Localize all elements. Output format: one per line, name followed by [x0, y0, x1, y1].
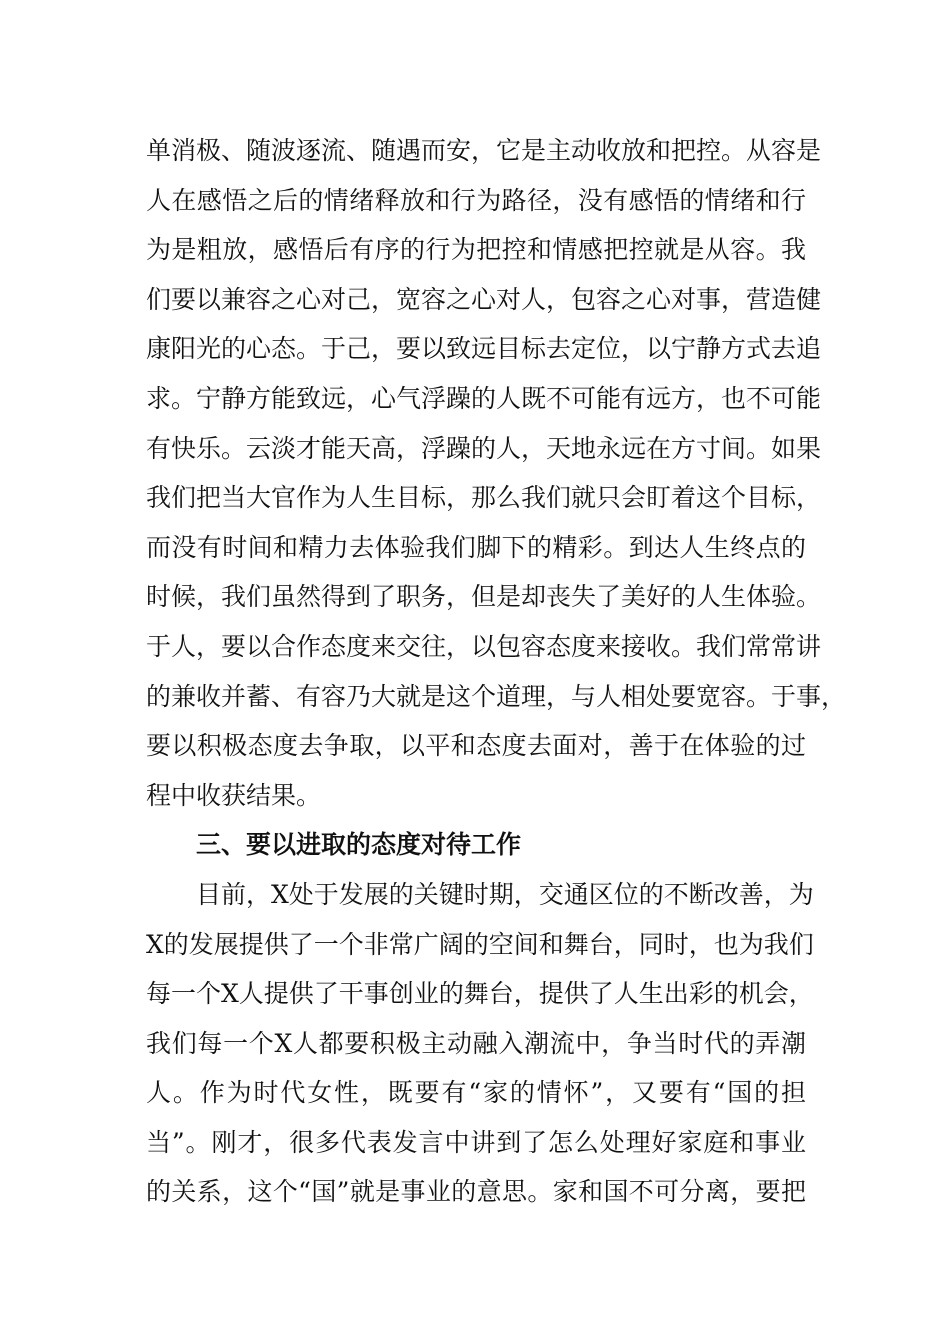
paragraph-2	[146, 870, 814, 1217]
paragraph-line: 当”。刚才，很多代表发言中讲到了怎么处理好家庭和事业	[146, 1127, 806, 1157]
paragraph-line: X的发展提供了一个非常广阔的空间和舞台，同时，也为我们	[146, 929, 814, 959]
section-heading: 三、要以进取的态度对待工作	[196, 830, 522, 860]
paragraph-1	[146, 126, 847, 820]
paragraph-line: 我们每一个X人都要积极主动融入潮流中，争当时代的弄潮	[146, 1028, 806, 1058]
paragraph-line: 的关系，这个“国”就是事业的意思。家和国不可分离，要把	[146, 1177, 806, 1207]
paragraph-line: 求。宁静方能致远，心气浮躁的人既不可能有远方，也不可能	[146, 383, 822, 413]
paragraph-line: 的兼收并蓄、有容乃大就是这个道理，与人相处要宽容。于事，	[146, 681, 847, 711]
paragraph-line: 目前，X处于发展的关键时期，交通区位的不断改善，为	[196, 879, 814, 909]
paragraph-line: 康阳光的心态。于己，要以致远目标去定位，以宁静方式去追	[146, 334, 822, 364]
paragraph-line: 们要以兼容之心对己，宽容之心对人，包容之心对事，营造健	[146, 284, 822, 314]
paragraph-line: 单消极、随波逐流、随遇而安，它是主动收放和把控。从容是	[146, 136, 822, 165]
paragraph-line: 时候，我们虽然得到了职务，但是却丧失了美好的人生体验。	[146, 582, 822, 612]
paragraph-line: 为是粗放，感悟后有序的行为把控和情感把控就是从容。我	[146, 235, 806, 265]
paragraph-line: 人在感悟之后的情绪释放和行为路径，没有感悟的情绪和行	[146, 185, 806, 215]
paragraph-line: 而没有时间和精力去体验我们脚下的精彩。到达人生终点的	[146, 532, 806, 562]
paragraph-line: 要以积极态度去争取，以平和态度去面对，善于在体验的过	[146, 731, 806, 761]
document-body	[146, 126, 847, 1217]
paragraph-line: 有快乐。云淡才能天高，浮躁的人，天地永远在方寸间。如果	[146, 433, 822, 463]
paragraph-line: 每一个X人提供了干事创业的舞台，提供了人生出彩的机会，	[146, 979, 814, 1009]
paragraph-line: 程中收获结果。	[146, 780, 322, 810]
paragraph-line: 我们把当大官作为人生目标，那么我们就只会盯着这个目标，	[146, 483, 822, 513]
paragraph-line: 人。作为时代女性，既要有“家的情怀”，又要有“国的担	[146, 1078, 806, 1108]
paragraph-line: 于人，要以合作态度来交往，以包容态度来接收。我们常常讲	[146, 631, 822, 661]
